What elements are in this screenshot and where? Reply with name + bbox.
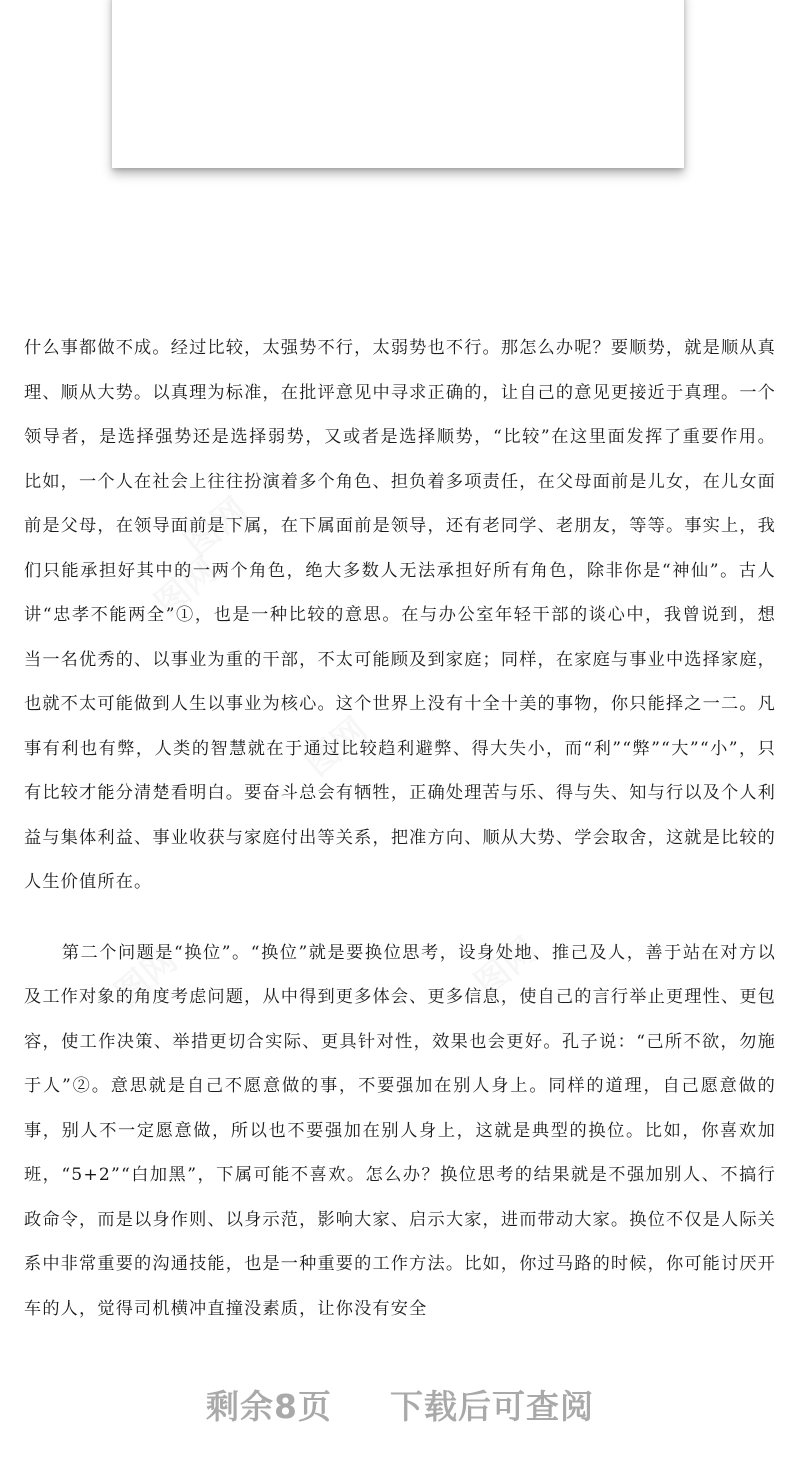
document-body <box>24 326 776 1331</box>
download-prompt-bar[interactable] <box>0 1372 800 1436</box>
paragraph-1: 什么事都做不成。经过比较，太强势不行，太弱势也不行。那怎么办呢？要顺势，就是顺从真理、顺从大势。以真理为标准，在批评意见中寻求正确的，让自己的意见更接近于真理。一个领导者，是选择强势还是选择弱势，又或者是选择顺势，“比较”在这里面发挥了重要作用。比如，一个人在社会上往往扮演着多个角色、担负着多项责任，在父母面前是儿女，在儿女面前是父母，在领导面前是下属，在下属面前是领导，还有老同学、老朋友，等等。事实上，我们只能承担好其中的一两个角色，绝大多数人无法承担好所有角色，除非你是“神仙”。古人讲“忠孝不能两全”①，也是一种比较的意思。在与办公室年轻干部的谈心中，我曾说到，想当一名优秀的、以事业为重的干部，不太可能顾及到家庭；同样，在家庭与事业中选择家庭，也就不太可能做到人生以事业为核心。这个世界上没有十全十美的事物，你只能择之一二。凡事有利也有弊，人类的智慧就在于通过比较趋利避弊、得大失小，而“利”“弊”“大”“小”，只有比较才能分清楚看明白。要奋斗总会有牺牲，正确处理苦与乐、得与失、知与行以及个人利益与集体利益、事业收获与家庭付出等关系，把准方向、顺从大势、学会取舍，这就是比较的人生价值所在。 <box>24 338 776 892</box>
paragraph-2: 第二个问题是“换位”。“换位”就是要换位思考，设身处地、推己及人，善于站在对方以及工作对象的角度考虑问题，从中得到更多体会、更多信息，使自己的言行举止更理性、更包容，使工作决策、举措更切合实际、更具针对性，效果也会更好。孔子说：“己所不欲，勿施于人”②。意思就是自己不愿意做的事，不要强加在别人身上。同样的道理，自己愿意做的事，别人不一定愿意做，所以也不要强加在别人身上，这就是典型的换位。比如，你喜欢加班，“5+2”“白加黑”，下属可能不喜欢。怎么办？换位思考的结果就是不强加别人、不搞行政命令，而是以身作则、以身示范，影响大家、启示大家，进而带动大家。换位不仅是人际关系中非常重要的沟通技能，也是一种重要的工作方法。比如，你过马路的时候，你可能讨厌开车的人，觉得司机横冲直撞没素质，让你没有安全 <box>24 942 776 1319</box>
remaining-pages-label[interactable]: 剩余8页 <box>206 1386 332 1426</box>
previous-page-card <box>112 0 684 168</box>
paragraph-gap <box>24 905 776 931</box>
download-to-view-label[interactable]: 下载后可查阅 <box>389 1386 594 1426</box>
